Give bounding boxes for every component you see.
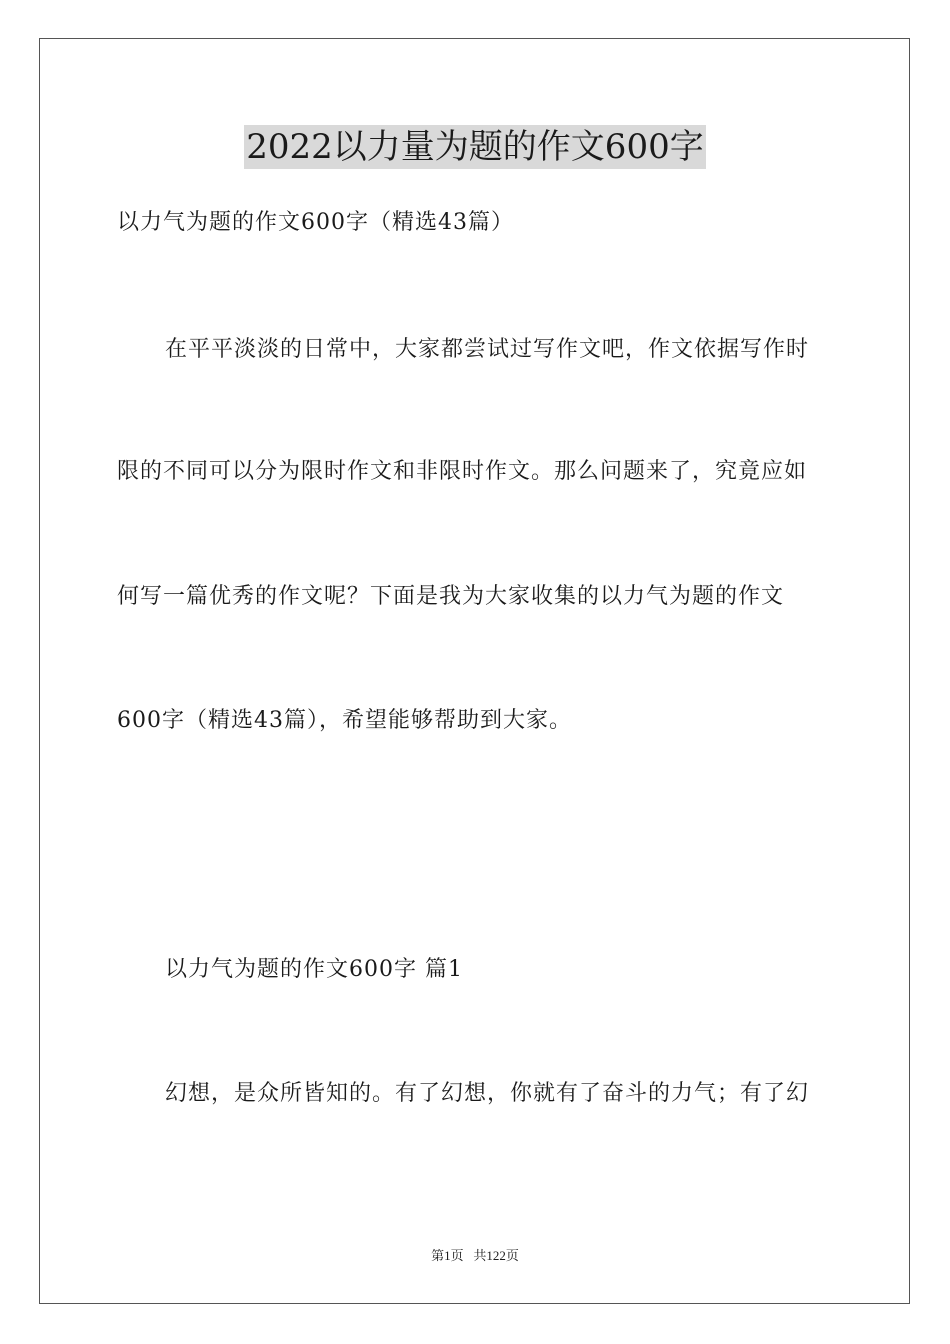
section-line-1: 幻想，是众所皆知的。有了幻想，你就有了奋斗的力气；有了幻	[165, 1081, 810, 1106]
document-title: 2022以力量为题的作文600字	[246, 127, 704, 167]
footer-page-number: 第1页	[431, 1248, 464, 1263]
intro-line-4: 600字（精选43篇），希望能够帮助到大家。	[117, 708, 572, 733]
footer-total-pages: 共122页	[473, 1248, 519, 1263]
intro-line-1: 在平平淡淡的日常中，大家都尝试过写作文吧，作文依据写作时	[165, 337, 810, 362]
intro-line-2: 限的不同可以分为限时作文和非限时作文。那么问题来了，究竟应如	[117, 459, 808, 484]
intro-line-3: 何写一篇优秀的作文呢？下面是我为大家收集的以力气为题的作文	[117, 584, 785, 609]
title-container	[0, 125, 950, 169]
section-heading: 以力气为题的作文600字 篇1	[165, 957, 463, 982]
page-footer	[0, 1247, 950, 1265]
document-subtitle: 以力气为题的作文600字（精选43篇）	[117, 210, 514, 235]
